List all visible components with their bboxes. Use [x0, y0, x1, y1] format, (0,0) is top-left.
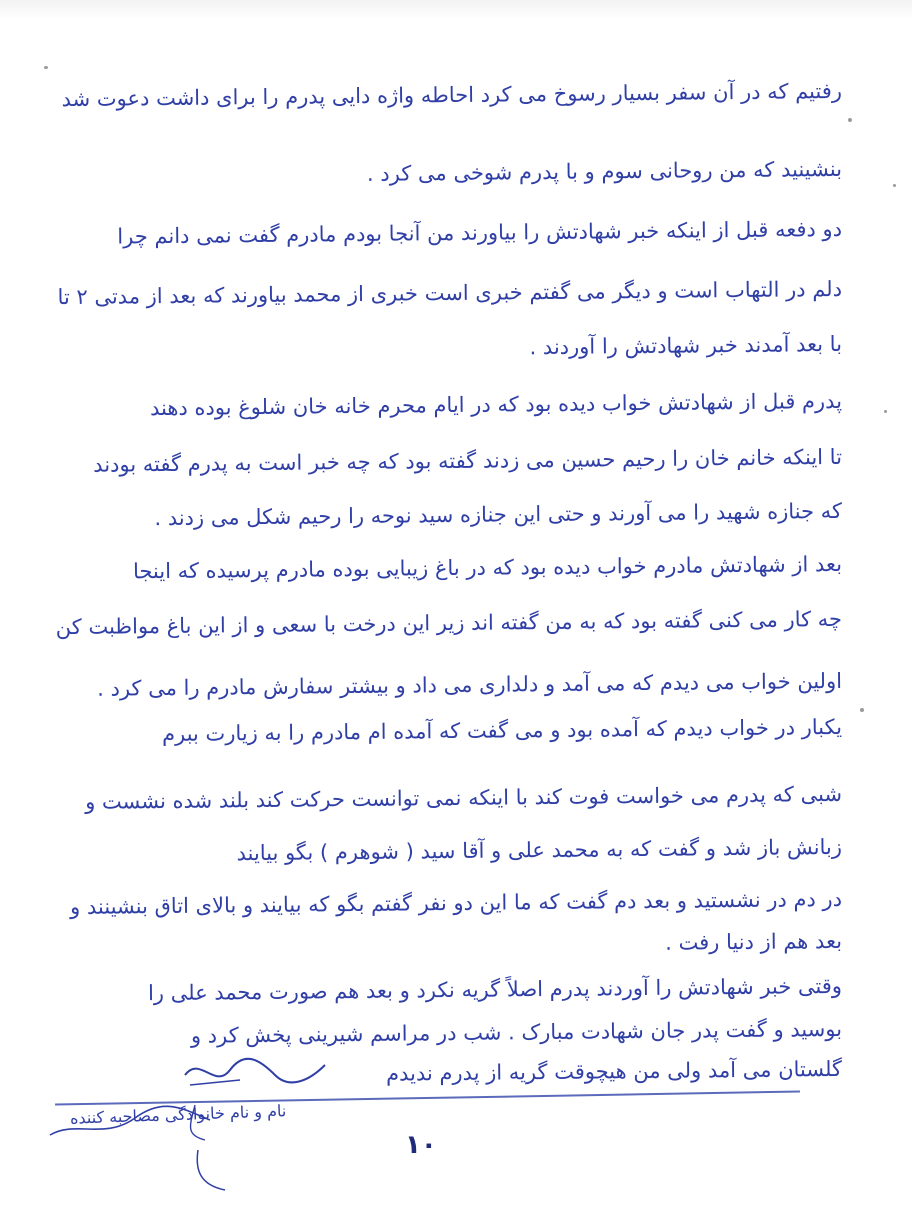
scan-edge	[0, 0, 912, 20]
scan-speck	[848, 118, 852, 122]
text-line: گلستان می آمد ولی من هیچوقت گریه از پدرم ندیدم	[385, 1056, 843, 1086]
signature-scribble	[180, 1050, 330, 1100]
scan-speck	[884, 410, 887, 413]
text-line: بوسید و گفت پدر جان شهادت مبارک . شب در مراسم شیرینی پخش کرد و	[190, 1016, 843, 1048]
scan-speck	[860, 708, 864, 712]
margin-mark	[190, 1150, 230, 1195]
text-line: که جنازه شهید را می آورند و حتی این جنازه سید نوحه را رحیم شکل می زدند .	[154, 498, 843, 531]
text-line: دو دفعه قبل از اینکه خبر شهادتش را بیاورند من آنجا بودم مادرم گفت نمی دانم چرا	[117, 216, 843, 249]
text-line: یکبار در خواب دیدم که آمده بود و می گفت که آمده ام مادرم را به زیارت ببرم	[161, 714, 843, 747]
text-line: تا اینکه خانم خان را رحیم حسین می زدند گفته بود که چه خبر است به پدرم گفته بودند	[93, 444, 843, 477]
text-line: اولین خواب می دیدم که می آمد و دلداری می داد و بیشتر سفارش مادرم را می کرد .	[97, 668, 843, 701]
scan-speck	[893, 184, 896, 187]
text-line: پدرم قبل از شهادتش خواب دیده بود که در ایام محرم خانه خان شلوغ بوده دهند	[149, 388, 843, 421]
text-line: وقتی خبر شهادتش را آوردند پدرم اصلاً گریه نکرد و بعد هم صورت محمد علی را	[147, 973, 843, 1006]
interviewer-signature	[45, 1100, 215, 1145]
text-line: شبی که پدرم می خواست فوت کند با اینکه نمی توانست حرکت کند بلند شده نشست و	[85, 781, 843, 814]
text-line: دلم در التهاب است و دیگر می گفتم خبری است خبری از محمد بیاورند که بعد از مدتی ۲ تا	[57, 276, 843, 310]
scan-speck	[44, 66, 48, 69]
text-line: زبانش باز شد و گفت که به محمد علی و آقا سید ( شوهرم ) بگو بیایند	[236, 834, 843, 866]
text-line: در دم در نشستید و بعد دم گفت که ما این دو نفر گفتم بگو که بیایند و بالای اتاق بنشینند و	[69, 886, 843, 919]
text-line: بعد از شهادتش مادرم خواب دیده بود که در باغ زیبایی بوده مادرم پرسیده که اینجا	[132, 551, 843, 584]
page-number: ۱۰	[405, 1130, 437, 1160]
text-line: بنشینید که من روحانی سوم و با پدرم شوخی می کرد .	[366, 156, 843, 186]
text-line: بعد هم از دنیا رفت .	[665, 928, 843, 955]
text-line: چه کار می کنی گفته بود که به من گفته اند زیر این درخت با سعی و از این باغ مواظبت کن	[55, 606, 843, 640]
text-line: رفتیم که در آن سفر بسیار رسوخ می کرد احاطه واژه دایی پدرم را برای داشت دعوت شد	[61, 78, 843, 112]
interviewer-name-label: نام و نام خانوادگی مصاحبه کننده	[69, 1101, 287, 1128]
text-line: با بعد آمدند خبر شهادتش را آوردند .	[529, 331, 843, 360]
